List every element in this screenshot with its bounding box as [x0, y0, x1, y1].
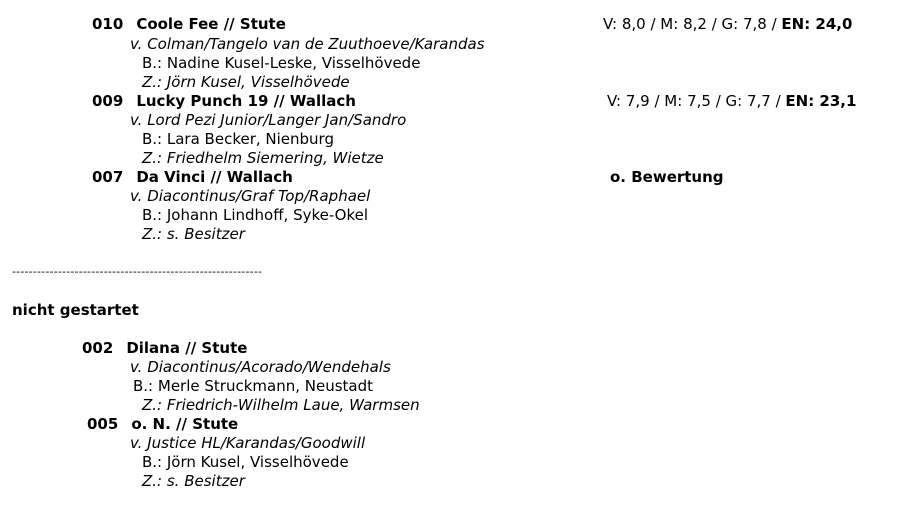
pedigree: v. Lord Pezi Junior/Langer Jan/Sandro	[130, 111, 407, 129]
pedigree: v. Diacontinus/Acorado/Wendehals	[130, 358, 391, 376]
score-values: V: 7,9 / M: 7,5 / G: 7,7 /	[607, 92, 786, 110]
separator: //	[210, 168, 222, 186]
owner: B.: Nadine Kusel-Leske, Visselhövede	[142, 54, 421, 72]
horse-name: Lucky Punch 19	[136, 92, 269, 110]
separator: //	[273, 92, 285, 110]
entry-title	[87, 415, 238, 434]
owner: B.: Jörn Kusel, Visselhövede	[142, 453, 349, 471]
entry-number: 002	[82, 339, 114, 357]
separator: //	[176, 415, 187, 433]
scores	[603, 15, 852, 34]
pedigree: v. Colman/Tangelo van de Zuuthoeve/Karandas	[130, 35, 485, 53]
horse-gender: Wallach	[289, 92, 356, 110]
entry-title	[82, 339, 247, 358]
breeder: Z.: s. Besitzer	[142, 472, 245, 490]
horse-gender: Wallach	[226, 168, 293, 186]
entry-title	[92, 15, 286, 34]
entry-number: 009	[92, 92, 124, 110]
divider-line: ------------------------------------------------------------	[12, 265, 263, 278]
breeder: Z.: Friedhelm Siemering, Wietze	[142, 149, 384, 167]
breeder: Z.: Jörn Kusel, Visselhövede	[142, 73, 350, 91]
horse-gender: Stute	[239, 15, 286, 33]
horse-gender: Stute	[201, 339, 248, 357]
owner: B.: Lara Becker, Nienburg	[142, 130, 334, 148]
score-total: EN: 23,1	[785, 92, 857, 110]
breeder: Z.: Friedrich-Wilhelm Laue, Warmsen	[142, 396, 420, 414]
score-values: V: 8,0 / M: 8,2 / G: 7,8 /	[603, 15, 782, 33]
entry-number: 007	[92, 168, 124, 186]
entry-number: 005	[87, 415, 119, 433]
entry-number: 010	[92, 15, 124, 33]
owner: B.: Merle Struckmann, Neustadt	[133, 377, 373, 395]
scores	[610, 168, 724, 187]
horse-name: o. N.	[131, 415, 171, 433]
score-total: o. Bewertung	[610, 168, 724, 186]
horse-name: Da Vinci	[136, 168, 206, 186]
section-heading: nicht gestartet	[12, 301, 139, 319]
pedigree: v. Diacontinus/Graf Top/Raphael	[130, 187, 371, 205]
scores	[607, 92, 856, 111]
score-total: EN: 24,0	[781, 15, 853, 33]
entry-title	[92, 168, 293, 187]
separator: //	[185, 339, 197, 357]
owner: B.: Johann Lindhoff, Syke-Okel	[142, 206, 369, 224]
breeder: Z.: s. Besitzer	[142, 225, 245, 243]
horse-name: Dilana	[126, 339, 180, 357]
horse-name: Coole Fee	[136, 15, 219, 33]
separator: //	[223, 15, 235, 33]
horse-gender: Stute	[192, 415, 239, 433]
entry-title	[92, 92, 356, 111]
pedigree: v. Justice HL/Karandas/Goodwill	[130, 434, 366, 452]
